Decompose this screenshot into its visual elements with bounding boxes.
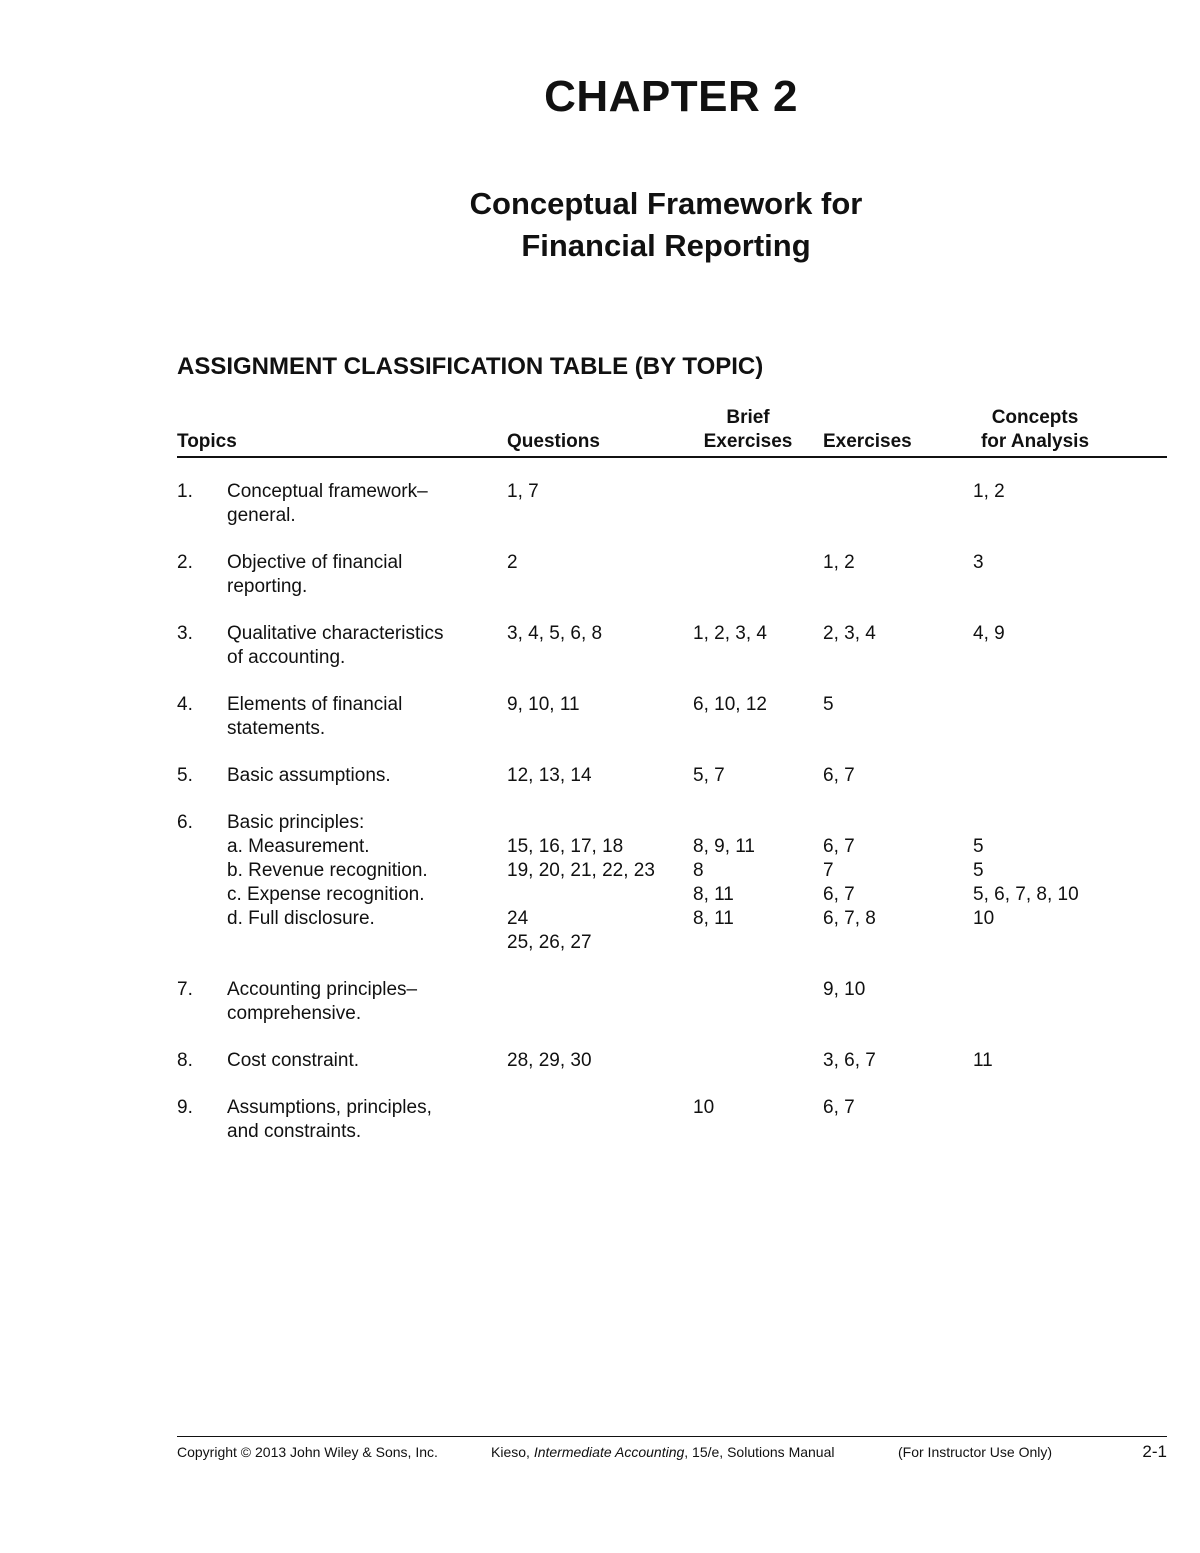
- topic-line: comprehensive.: [227, 1003, 362, 1024]
- exercises-cell: 3, 6, 7: [823, 1050, 876, 1071]
- topic-line: and constraints.: [227, 1121, 362, 1142]
- brief-exercises-cell: 1, 2, 3, 4: [693, 623, 767, 644]
- table-row: [177, 693, 1167, 741]
- topic-line: Conceptual framework–: [227, 481, 428, 502]
- header-concepts-line2: for Analysis: [980, 431, 1090, 452]
- topic-line: Assumptions, principles,: [227, 1097, 432, 1118]
- table-row: [177, 811, 1167, 955]
- row-topic: [227, 551, 497, 599]
- row-topic: [227, 764, 497, 788]
- brief-exercises-cell: 8, 11: [693, 908, 734, 929]
- sub-item-label: c. Expense recognition.: [227, 884, 425, 905]
- exercises-cell: 9, 10: [823, 979, 866, 1000]
- questions-cell: 28, 29, 30: [507, 1050, 592, 1071]
- questions-cell: 24: [507, 908, 529, 929]
- header-brief-line1: Brief: [726, 407, 770, 428]
- sub-item-row: [177, 883, 1167, 907]
- page-number: 2-1: [1142, 1442, 1167, 1461]
- exercises-cell: 1, 2: [823, 552, 855, 573]
- brief-exercises-cell: 8, 9, 11: [693, 836, 755, 857]
- topic-line: Elements of financial: [227, 694, 403, 715]
- chapter-subtitle-line1: Conceptual Framework for: [469, 186, 863, 221]
- header-exercises: Exercises: [823, 431, 912, 452]
- table-row: [177, 764, 1167, 788]
- concepts-cell: 3: [973, 552, 984, 573]
- table-body: [177, 480, 1167, 1167]
- section-heading: ASSIGNMENT CLASSIFICATION TABLE (BY TOPIC): [177, 353, 764, 380]
- chapter-subtitle: [0, 183, 1200, 267]
- concepts-cell: 4, 9: [973, 623, 1005, 644]
- brief-exercises-cell: 6, 10, 12: [693, 694, 767, 715]
- exercises-cell: 6, 7: [823, 765, 855, 786]
- header-topics: Topics: [177, 431, 237, 452]
- page-footer: [177, 1436, 1167, 1467]
- questions-cell: 25, 26, 27: [507, 932, 592, 953]
- row-number: 8.: [177, 1050, 193, 1071]
- sub-item-label: d. Full disclosure.: [227, 908, 375, 929]
- topic-line: Basic principles:: [227, 812, 365, 833]
- row-topic: [227, 1049, 497, 1073]
- row-topic: [227, 811, 497, 835]
- exercises-cell: 6, 7: [823, 884, 855, 905]
- row-number: 9.: [177, 1097, 193, 1118]
- sub-item-label: b. Revenue recognition.: [227, 860, 428, 881]
- concepts-cell: 10: [973, 908, 995, 929]
- exercises-cell: 6, 7, 8: [823, 908, 876, 929]
- exercises-cell: 6, 7: [823, 1097, 855, 1118]
- footer-book-prefix: Kieso,: [491, 1444, 534, 1460]
- footer-book-title: Intermediate Accounting: [533, 1444, 685, 1460]
- questions-cell: 15, 16, 17, 18: [507, 836, 624, 857]
- concepts-cell: 5: [973, 836, 984, 857]
- footer-copyright: Copyright © 2013 John Wiley & Sons, Inc.: [177, 1444, 438, 1460]
- sub-item-row: [177, 835, 1167, 859]
- sub-item-row: [177, 859, 1167, 883]
- row-topic: [227, 480, 497, 528]
- table-row: [177, 978, 1167, 1026]
- topic-line: Qualitative characteristics: [227, 623, 444, 644]
- questions-cell: 12, 13, 14: [507, 765, 592, 786]
- topic-line: reporting.: [227, 576, 308, 597]
- topic-line: of accounting.: [227, 647, 346, 668]
- header-concepts-line1: Concepts: [991, 407, 1079, 428]
- row-topic: [227, 622, 497, 670]
- brief-exercises-cell: 5, 7: [693, 765, 725, 786]
- row-number: 3.: [177, 623, 193, 644]
- header-brief-exercises: [693, 406, 803, 454]
- concepts-cell: 5: [973, 860, 984, 881]
- exercises-cell: 7: [823, 860, 834, 881]
- topic-line: Objective of financial: [227, 552, 403, 573]
- questions-cell: 19, 20, 21, 22, 23: [507, 860, 655, 881]
- table-row: [177, 480, 1167, 528]
- exercises-cell: 2, 3, 4: [823, 623, 876, 644]
- chapter-title: CHAPTER 2: [544, 72, 798, 121]
- concepts-cell: 1, 2: [973, 481, 1005, 502]
- brief-exercises-cell: 8, 11: [693, 884, 734, 905]
- header-questions: Questions: [507, 431, 600, 452]
- sub-item-row: [177, 907, 1167, 931]
- table-row: [177, 551, 1167, 599]
- header-concepts-for-analysis: [973, 406, 1097, 454]
- row-number: 2.: [177, 552, 193, 573]
- row-number: 4.: [177, 694, 193, 715]
- row-number: 6.: [177, 812, 193, 833]
- concepts-cell: 5, 6, 7, 8, 10: [973, 884, 1079, 905]
- topic-line: statements.: [227, 718, 326, 739]
- topic-line: general.: [227, 505, 296, 526]
- table-row: [177, 622, 1167, 670]
- row-topic: [227, 978, 497, 1026]
- footer-usage-note: (For Instructor Use Only): [898, 1444, 1053, 1460]
- questions-cell: 2: [507, 552, 518, 573]
- questions-cell: 9, 10, 11: [507, 694, 580, 715]
- row-number: 5.: [177, 765, 193, 786]
- exercises-cell: 6, 7: [823, 836, 855, 857]
- table-header: [177, 406, 1167, 458]
- topic-line: Basic assumptions.: [227, 765, 391, 786]
- sub-item-label: a. Measurement.: [227, 836, 370, 857]
- sub-item-row: [177, 931, 1167, 955]
- brief-exercises-cell: 8: [693, 860, 704, 881]
- footer-book-suffix: , 15/e, Solutions Manual: [684, 1444, 835, 1460]
- row-number: 1.: [177, 481, 193, 502]
- topic-line: Cost constraint.: [227, 1050, 359, 1071]
- row-number: 7.: [177, 979, 193, 1000]
- row-topic: [227, 693, 497, 741]
- table-row: [177, 1049, 1167, 1073]
- header-brief-line2: Exercises: [703, 431, 793, 452]
- questions-cell: 1, 7: [507, 481, 539, 502]
- brief-exercises-cell: 10: [693, 1097, 715, 1118]
- table-row: [177, 1096, 1167, 1144]
- footer-book-reference: [491, 1444, 835, 1460]
- concepts-cell: 11: [973, 1050, 993, 1071]
- chapter-subtitle-line2: Financial Reporting: [521, 228, 811, 263]
- topic-line: Accounting principles–: [227, 979, 418, 1000]
- row-topic: [227, 1096, 497, 1144]
- exercises-cell: 5: [823, 694, 834, 715]
- questions-cell: 3, 4, 5, 6, 8: [507, 623, 603, 644]
